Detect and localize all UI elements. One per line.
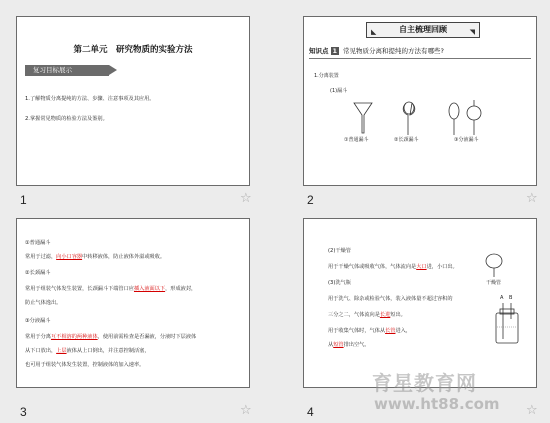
text-line: 从下口放出，上层液体从上口倒出，并注意控制活塞， xyxy=(25,348,150,354)
drying-tube-diagram xyxy=(482,249,506,283)
knowledge-point xyxy=(309,46,444,55)
text-line: 常用于组装气体发生装置，长颈漏斗下端管口应插入液面以下，形成液封， xyxy=(25,286,197,292)
review-ribbon: 复习目标展示 xyxy=(25,65,109,76)
funnel-label: ②长颈漏斗 xyxy=(394,137,419,143)
slide-number: 4 xyxy=(307,405,314,419)
separatory-funnel-shape xyxy=(449,103,459,119)
washing-bottle-diagram xyxy=(490,301,526,345)
star-icon[interactable]: ☆ xyxy=(526,191,538,206)
text-line: 用于干燥气体或吸收气体，气体流向是大口进，小口出。 xyxy=(328,264,458,270)
text-line: 从短管排出空气。 xyxy=(328,342,370,348)
slide-1[interactable] xyxy=(16,16,250,186)
text-line: 也可用于组装气体发生装置，控制液体的加入速率。 xyxy=(25,362,145,368)
objective-line: 1.了解物质分离提纯的方法、步骤、注意事项及其应用。 xyxy=(25,96,155,102)
knowledge-number: 1 xyxy=(332,47,338,55)
knowledge-question: 常见物质分离和提纯的方法有哪些? xyxy=(343,47,444,55)
knowledge-label: 知识点 xyxy=(309,47,329,55)
text-line: 用于收集气体时，气体从长管进入， xyxy=(328,328,412,334)
slide-3[interactable] xyxy=(16,218,250,388)
text-line: (3)洗气瓶 xyxy=(328,280,351,286)
star-icon[interactable]: ☆ xyxy=(240,191,252,206)
divider xyxy=(309,58,531,59)
slide-number: 2 xyxy=(307,193,314,207)
star-icon[interactable]: ☆ xyxy=(240,403,252,418)
funnel-label: ①普通漏斗 xyxy=(344,137,369,143)
text-line: 常用于过滤，向小口容器中转移液体，防止液体外溢或吸收。 xyxy=(25,254,166,260)
text-line: 用于洗气、除杂或检验气体，装入液体量不超过容积的 xyxy=(328,296,453,302)
banner-text: 自主梳理回顾 xyxy=(399,25,447,34)
slide-number: 1 xyxy=(20,193,27,207)
item-subheading: (1)漏斗 xyxy=(330,88,348,94)
item-heading: 1.分离装置 xyxy=(314,73,339,79)
text-line: ①普通漏斗 xyxy=(25,240,51,246)
text-line: ②长颈漏斗 xyxy=(25,270,51,276)
slide-number: 3 xyxy=(20,405,27,419)
text-line: ③分液漏斗 xyxy=(25,318,51,324)
watermark-logo: 育星教育网 xyxy=(372,371,477,395)
triangle-right-icon: ◥ xyxy=(469,28,475,36)
slide-4[interactable] xyxy=(303,218,537,388)
slide-2[interactable] xyxy=(303,16,537,186)
objective-line: 2.掌握常见物质的检验方法及鉴别。 xyxy=(25,116,108,122)
bottle-label-a: A xyxy=(500,295,504,301)
triangle-left-icon: ◣ xyxy=(371,28,377,36)
drying-tube-label: 干燥管 xyxy=(486,280,502,286)
text-line: 三分之二，气体流向是长进短出。 xyxy=(328,312,406,318)
bottle-label-b: B xyxy=(509,295,513,301)
text-line: 常用于分离互不相溶的两种液体，使用前需检查是否漏液，分液时下层液体 xyxy=(25,334,197,340)
common-funnel-shape xyxy=(354,103,372,133)
star-icon[interactable]: ☆ xyxy=(526,403,538,418)
section-banner xyxy=(366,22,480,38)
slide-title: 第二单元 研究物质的实验方法 xyxy=(73,45,193,55)
text-line: 防止气体逸出。 xyxy=(25,300,62,306)
funnel-diagram xyxy=(344,97,504,139)
funnel-label: ③分液漏斗 xyxy=(454,137,479,143)
long-neck-funnel-shape xyxy=(403,103,415,135)
text-line: (2)干燥管 xyxy=(328,248,351,254)
watermark-url: www.ht88.com xyxy=(374,395,500,413)
